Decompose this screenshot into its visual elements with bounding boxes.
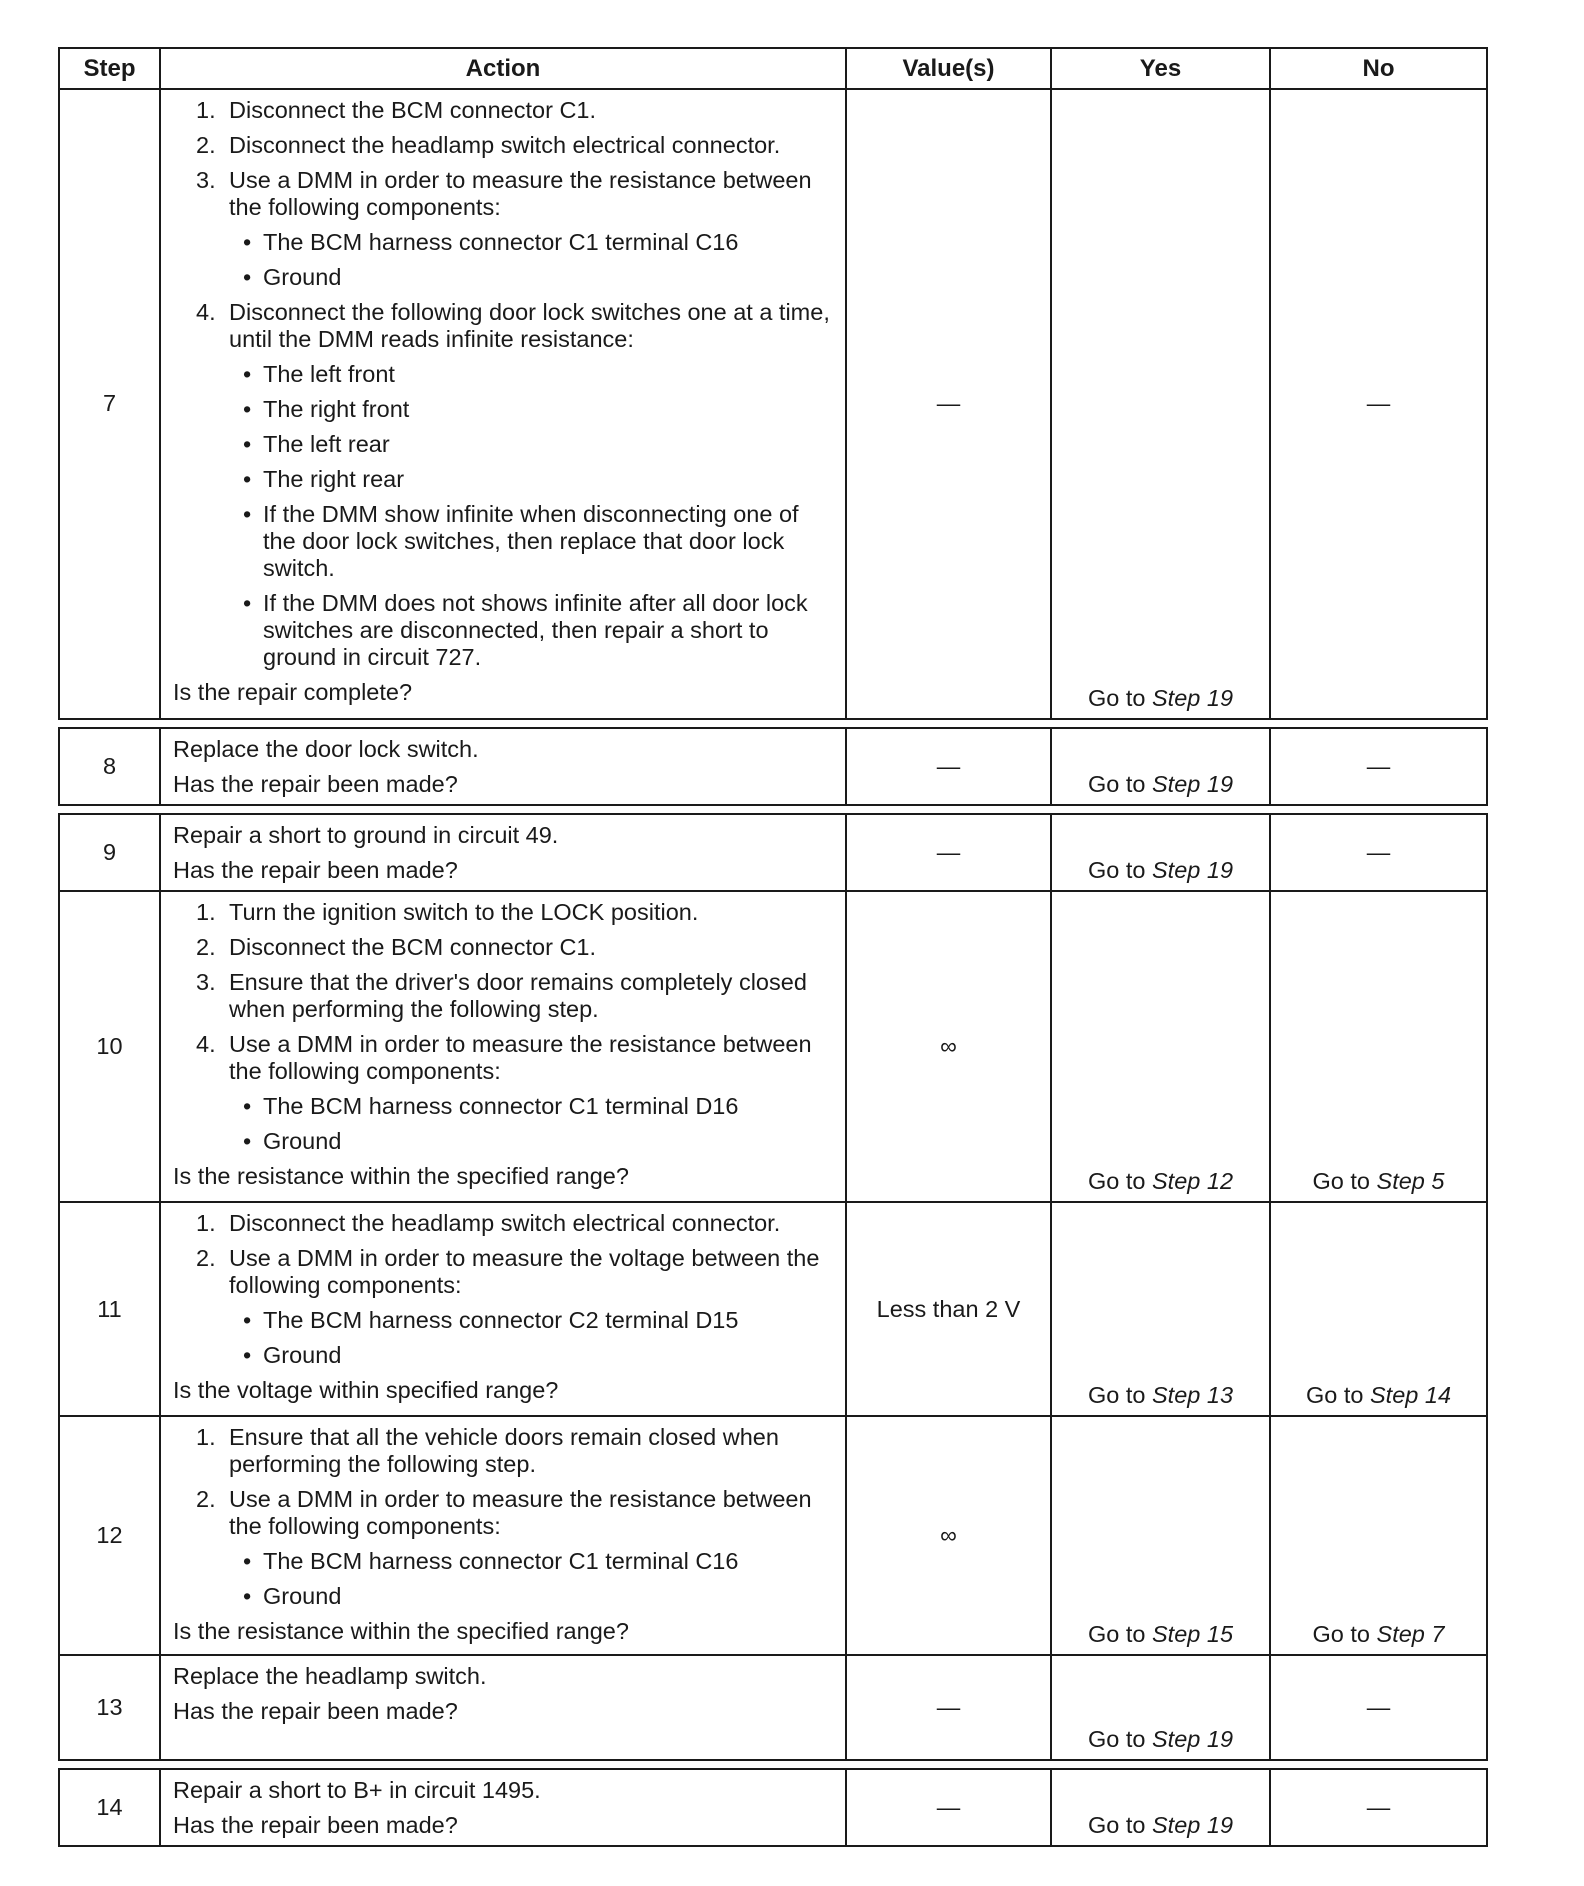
diagnostic-table — [58, 47, 1488, 1847]
header-step: Step — [59, 48, 160, 89]
yes-cell — [1051, 814, 1270, 891]
goto-yes: Go to Step 19 — [1087, 771, 1234, 798]
goto-yes: Go to Step 19 — [1087, 1726, 1234, 1753]
step-number: 9 — [59, 814, 160, 891]
step-number: 7 — [59, 89, 160, 719]
no-cell — [1270, 1202, 1487, 1416]
goto-no: Go to Step 7 — [1312, 1621, 1445, 1648]
table-row — [59, 1655, 1487, 1760]
bullet-item: • The BCM harness connector C2 terminal D15 — [243, 1307, 739, 1334]
bullet-item: • Ground — [243, 1128, 342, 1155]
yes-cell — [1051, 728, 1270, 805]
bullet-item: • The BCM harness connector C1 terminal C16 — [243, 229, 739, 256]
bullet-item: • The left front — [243, 361, 395, 388]
action-cell — [160, 1655, 846, 1760]
list-item: 2. Use a DMM in order to measure the voltage between the following components: — [196, 1245, 820, 1299]
no-cell: — — [1270, 89, 1487, 719]
table-row — [59, 891, 1487, 1202]
question-text: Is the repair complete? — [173, 679, 413, 706]
list-item: 4. Use a DMM in order to measure the resistance between the following components: — [196, 1031, 812, 1085]
action-text: Repair a short to B+ in circuit 1495. — [173, 1777, 541, 1804]
header-values: Value(s) — [846, 48, 1051, 89]
header-yes: Yes — [1051, 48, 1270, 89]
bullet-item: • The BCM harness connector C1 terminal D16 — [243, 1093, 739, 1120]
goto-no: Go to Step 14 — [1305, 1382, 1452, 1409]
table-row — [59, 89, 1487, 719]
action-cell — [160, 891, 846, 1202]
goto-yes: Go to Step 19 — [1087, 857, 1234, 884]
step-number: 11 — [59, 1202, 160, 1416]
question-text: Has the repair been made? — [173, 857, 458, 884]
header-no: No — [1270, 48, 1487, 89]
value-cell: ∞ — [846, 891, 1051, 1202]
value-cell: — — [846, 728, 1051, 805]
list-item: 2. Use a DMM in order to measure the resistance between the following components: — [196, 1486, 812, 1540]
action-cell — [160, 1416, 846, 1655]
bullet-item: • Ground — [243, 1583, 342, 1610]
yes-cell — [1051, 1769, 1270, 1846]
table-row — [59, 728, 1487, 805]
value-cell: ∞ — [846, 1416, 1051, 1655]
goto-yes: Go to Step 12 — [1087, 1168, 1234, 1195]
step-number: 14 — [59, 1769, 160, 1846]
question-text: Has the repair been made? — [173, 1698, 458, 1725]
no-cell: — — [1270, 1655, 1487, 1760]
action-cell — [160, 89, 846, 719]
value-cell: — — [846, 814, 1051, 891]
action-cell — [160, 728, 846, 805]
step-number: 13 — [59, 1655, 160, 1760]
value-cell: — — [846, 1769, 1051, 1846]
value-cell: Less than 2 V — [846, 1202, 1051, 1416]
action-text: Repair a short to ground in circuit 49. — [173, 822, 559, 849]
action-text: Replace the door lock switch. — [173, 736, 479, 762]
question-text: Has the repair been made? — [173, 1812, 458, 1839]
yes-cell — [1051, 891, 1270, 1202]
question-text: Is the resistance within the specified range? — [173, 1163, 629, 1190]
table-row — [59, 1769, 1487, 1846]
goto-yes: Go to Step 13 — [1087, 1382, 1234, 1409]
bullet-item: • Ground — [243, 1342, 342, 1369]
value-cell: — — [846, 1655, 1051, 1760]
bullet-item: • The BCM harness connector C1 terminal C16 — [243, 1548, 739, 1575]
goto-no: Go to Step 5 — [1312, 1168, 1445, 1195]
table-row — [59, 1416, 1487, 1655]
action-cell — [160, 814, 846, 891]
goto-yes: Go to Step 19 — [1087, 1812, 1234, 1839]
goto-yes: Go to Step 19 — [1087, 684, 1234, 711]
table-row — [59, 814, 1487, 891]
list-item: 4. Disconnect the following door lock switches one at a time, until the DMM reads infinite resistance: — [196, 299, 830, 353]
question-text: Is the voltage within specified range? — [173, 1377, 559, 1404]
value-cell: — — [846, 89, 1051, 719]
action-cell — [160, 1769, 846, 1846]
step-number: 8 — [59, 728, 160, 805]
no-cell: — — [1270, 814, 1487, 891]
bullet-item: • The right rear — [243, 466, 405, 493]
no-cell — [1270, 1416, 1487, 1655]
list-item: 1. Turn the ignition switch to the LOCK position. — [196, 899, 699, 926]
table-row — [59, 1202, 1487, 1416]
bullet-item: • Ground — [243, 264, 342, 291]
step-number: 10 — [59, 891, 160, 1202]
action-cell — [160, 1202, 846, 1416]
yes-cell — [1051, 1416, 1270, 1655]
question-text: Has the repair been made? — [173, 771, 458, 798]
step-number: 12 — [59, 1416, 160, 1655]
list-item: 2. Disconnect the headlamp switch electrical connector. — [196, 132, 781, 159]
list-item: 3. Use a DMM in order to measure the resistance between the following components: — [196, 167, 812, 221]
header-row — [59, 48, 1487, 89]
list-item: 2. Disconnect the BCM connector C1. — [196, 934, 597, 961]
no-cell: — — [1270, 728, 1487, 805]
bullet-item: • If the DMM show infinite when disconnecting one of the door lock switches, then replace that door lock switch. — [243, 501, 799, 582]
list-item: 1. Ensure that all the vehicle doors remain closed when performing the following step. — [196, 1424, 779, 1478]
action-text: Replace the headlamp switch. — [173, 1663, 487, 1690]
no-cell: — — [1270, 1769, 1487, 1846]
yes-cell — [1051, 89, 1270, 719]
header-action: Action — [160, 48, 846, 89]
bullet-item: • The left rear — [243, 431, 390, 458]
question-text: Is the resistance within the specified range? — [173, 1618, 629, 1645]
bullet-item: • The right front — [243, 396, 410, 423]
list-item: 1. Disconnect the headlamp switch electrical connector. — [196, 1210, 781, 1237]
list-item: 1. Disconnect the BCM connector C1. — [196, 97, 597, 123]
no-cell — [1270, 891, 1487, 1202]
bullet-item: • If the DMM does not shows infinite after all door lock switches are disconnected, then repair a short to ground in circuit 727. — [243, 590, 808, 671]
yes-cell — [1051, 1202, 1270, 1416]
list-item: 3. Ensure that the driver's door remains completely closed when performing the following step. — [196, 969, 807, 1023]
goto-yes: Go to Step 15 — [1087, 1621, 1234, 1648]
yes-cell — [1051, 1655, 1270, 1760]
